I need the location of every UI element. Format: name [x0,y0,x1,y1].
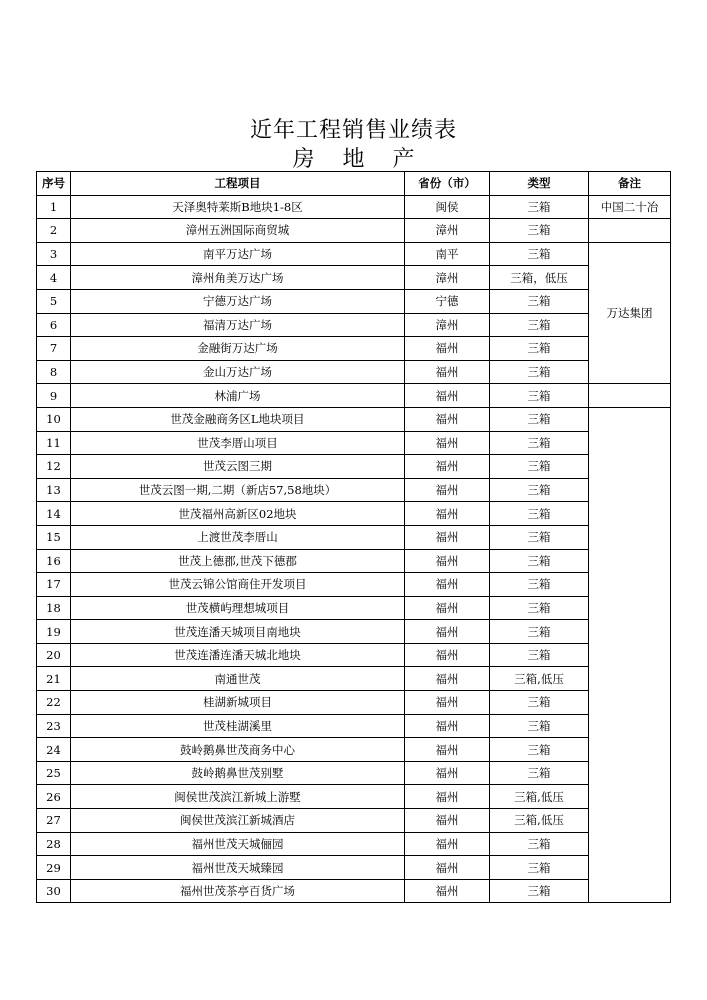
cell-province: 福州 [405,337,490,361]
table-row [37,832,671,856]
table-row [37,856,671,880]
cell-no: 13 [37,478,71,502]
document-subtitle: 房地产 [292,147,443,172]
cell-project: 福州世茂茶亭百货广场 [71,879,405,903]
cell-province: 福州 [405,360,490,384]
cell-no: 15 [37,525,71,549]
cell-type: 三箱 [490,691,589,715]
cell-no: 1 [37,195,71,219]
cell-type: 三箱 [490,478,589,502]
cell-type: 三箱 [490,289,589,313]
cell-project: 天泽奥特莱斯B地块1-8区 [71,195,405,219]
cell-type: 三箱 [490,573,589,597]
cell-note [589,384,671,408]
cell-no: 29 [37,856,71,880]
cell-no: 6 [37,313,71,337]
cell-type: 三箱 [490,761,589,785]
sales-performance-table [36,171,671,903]
cell-province: 福州 [405,879,490,903]
cell-type: 三箱，低压 [490,266,589,290]
cell-province: 宁德 [405,289,490,313]
cell-province: 福州 [405,785,490,809]
cell-no: 3 [37,242,71,266]
cell-type: 三箱 [490,219,589,243]
table-row [37,242,671,266]
table-row [37,478,671,502]
cell-project: 漳州角美万达广场 [71,266,405,290]
cell-project: 世茂连潘天城项目南地块 [71,620,405,644]
cell-project: 世茂桂湖溪里 [71,714,405,738]
table-row [37,714,671,738]
table-row [37,384,671,408]
cell-province: 福州 [405,525,490,549]
cell-no: 8 [37,360,71,384]
table-row [37,431,671,455]
cell-no: 10 [37,407,71,431]
cell-province: 福州 [405,407,490,431]
cell-project: 闽侯世茂滨江新城酒店 [71,809,405,833]
cell-no: 16 [37,549,71,573]
cell-no: 19 [37,620,71,644]
cell-type: 三箱 [490,455,589,479]
cell-province: 福州 [405,667,490,691]
cell-note-wanda-group: 万达集团 [589,242,671,384]
cell-type: 三箱 [490,620,589,644]
cell-no: 23 [37,714,71,738]
table-row [37,596,671,620]
cell-type: 三箱 [490,856,589,880]
cell-no: 12 [37,455,71,479]
cell-type: 三箱 [490,879,589,903]
cell-project: 上渡世茂李厝山 [71,525,405,549]
cell-project: 鼓岭鹅鼻世茂商务中心 [71,738,405,762]
cell-no: 20 [37,643,71,667]
cell-province: 福州 [405,738,490,762]
cell-project: 鼓岭鹅鼻世茂别墅 [71,761,405,785]
cell-type: 三箱 [490,525,589,549]
table-row [37,337,671,361]
cell-province: 福州 [405,856,490,880]
cell-no: 2 [37,219,71,243]
cell-province: 福州 [405,573,490,597]
cell-province: 闽侯 [405,195,490,219]
cell-note-blank-group [589,407,671,902]
table-row [37,620,671,644]
cell-note: 中国二十冶 [589,195,671,219]
cell-project: 南通世茂 [71,667,405,691]
cell-province: 福州 [405,502,490,526]
cell-province: 福州 [405,596,490,620]
cell-no: 17 [37,573,71,597]
table-row [37,407,671,431]
cell-project: 南平万达广场 [71,242,405,266]
table-row [37,455,671,479]
cell-type: 三箱 [490,407,589,431]
cell-project: 世茂李厝山项目 [71,431,405,455]
cell-no: 26 [37,785,71,809]
cell-type: 三箱 [490,502,589,526]
cell-project: 福州世茂天城臻园 [71,856,405,880]
cell-province: 福州 [405,478,490,502]
cell-province: 福州 [405,643,490,667]
table-row [37,360,671,384]
cell-province: 福州 [405,691,490,715]
header-project: 工程项目 [71,172,405,196]
cell-province: 漳州 [405,266,490,290]
cell-type: 三箱 [490,195,589,219]
table-row [37,313,671,337]
cell-type: 三箱 [490,832,589,856]
cell-no: 30 [37,879,71,903]
cell-type: 三箱 [490,360,589,384]
header-note: 备注 [589,172,671,196]
cell-project: 世茂金融商务区L地块项目 [71,407,405,431]
header-row [37,172,671,196]
header-no: 序号 [37,172,71,196]
cell-project: 世茂福州高新区02地块 [71,502,405,526]
table-row [37,549,671,573]
cell-province: 南平 [405,242,490,266]
cell-project: 世茂横屿理想城项目 [71,596,405,620]
cell-type: 三箱,低压 [490,809,589,833]
header-type: 类型 [490,172,589,196]
cell-project: 漳州五洲国际商贸城 [71,219,405,243]
table-row [37,761,671,785]
cell-no: 9 [37,384,71,408]
table-row [37,738,671,762]
table-row [37,525,671,549]
table-row [37,643,671,667]
cell-project: 桂湖新城项目 [71,691,405,715]
cell-type: 三箱 [490,337,589,361]
cell-province: 漳州 [405,313,490,337]
cell-no: 22 [37,691,71,715]
table-row [37,667,671,691]
cell-no: 27 [37,809,71,833]
cell-project: 世茂连潘连潘天城北地块 [71,643,405,667]
table-body [37,195,671,903]
document-title: 近年工程销售业绩表 [249,118,457,143]
cell-type: 三箱,低压 [490,667,589,691]
header-province: 省份（市） [405,172,490,196]
cell-project: 福清万达广场 [71,313,405,337]
cell-province: 福州 [405,431,490,455]
table-row [37,266,671,290]
cell-note [589,219,671,243]
cell-no: 4 [37,266,71,290]
table-row [37,785,671,809]
table-row [37,809,671,833]
cell-type: 三箱 [490,384,589,408]
table-row [37,195,671,219]
cell-type: 三箱,低压 [490,785,589,809]
cell-project: 闽侯世茂滨江新城上游墅 [71,785,405,809]
cell-type: 三箱 [490,313,589,337]
cell-type: 三箱 [490,242,589,266]
cell-project: 福州世茂天城俪园 [71,832,405,856]
table-row [37,502,671,526]
table-row [37,573,671,597]
cell-province: 福州 [405,761,490,785]
cell-no: 25 [37,761,71,785]
cell-province: 福州 [405,549,490,573]
table-row [37,219,671,243]
cell-type: 三箱 [490,643,589,667]
cell-project: 林浦广场 [71,384,405,408]
cell-province: 福州 [405,620,490,644]
cell-province: 漳州 [405,219,490,243]
cell-province: 福州 [405,809,490,833]
cell-type: 三箱 [490,431,589,455]
cell-province: 福州 [405,384,490,408]
table-row [37,879,671,903]
cell-province: 福州 [405,832,490,856]
cell-no: 24 [37,738,71,762]
cell-no: 7 [37,337,71,361]
cell-project: 金融街万达广场 [71,337,405,361]
cell-project: 金山万达广场 [71,360,405,384]
cell-no: 5 [37,289,71,313]
cell-type: 三箱 [490,549,589,573]
cell-province: 福州 [405,455,490,479]
cell-no: 28 [37,832,71,856]
cell-province: 福州 [405,714,490,738]
cell-no: 21 [37,667,71,691]
cell-no: 18 [37,596,71,620]
cell-project: 世茂云图一期,二期（新店57,58地块） [71,478,405,502]
table-row [37,289,671,313]
cell-project: 世茂云锦公馆商住开发项目 [71,573,405,597]
cell-no: 14 [37,502,71,526]
cell-type: 三箱 [490,596,589,620]
cell-type: 三箱 [490,738,589,762]
cell-project: 宁德万达广场 [71,289,405,313]
cell-project: 世茂上德郡,世茂下德郡 [71,549,405,573]
cell-type: 三箱 [490,714,589,738]
cell-project: 世茂云图三期 [71,455,405,479]
cell-no: 11 [37,431,71,455]
table-row [37,691,671,715]
